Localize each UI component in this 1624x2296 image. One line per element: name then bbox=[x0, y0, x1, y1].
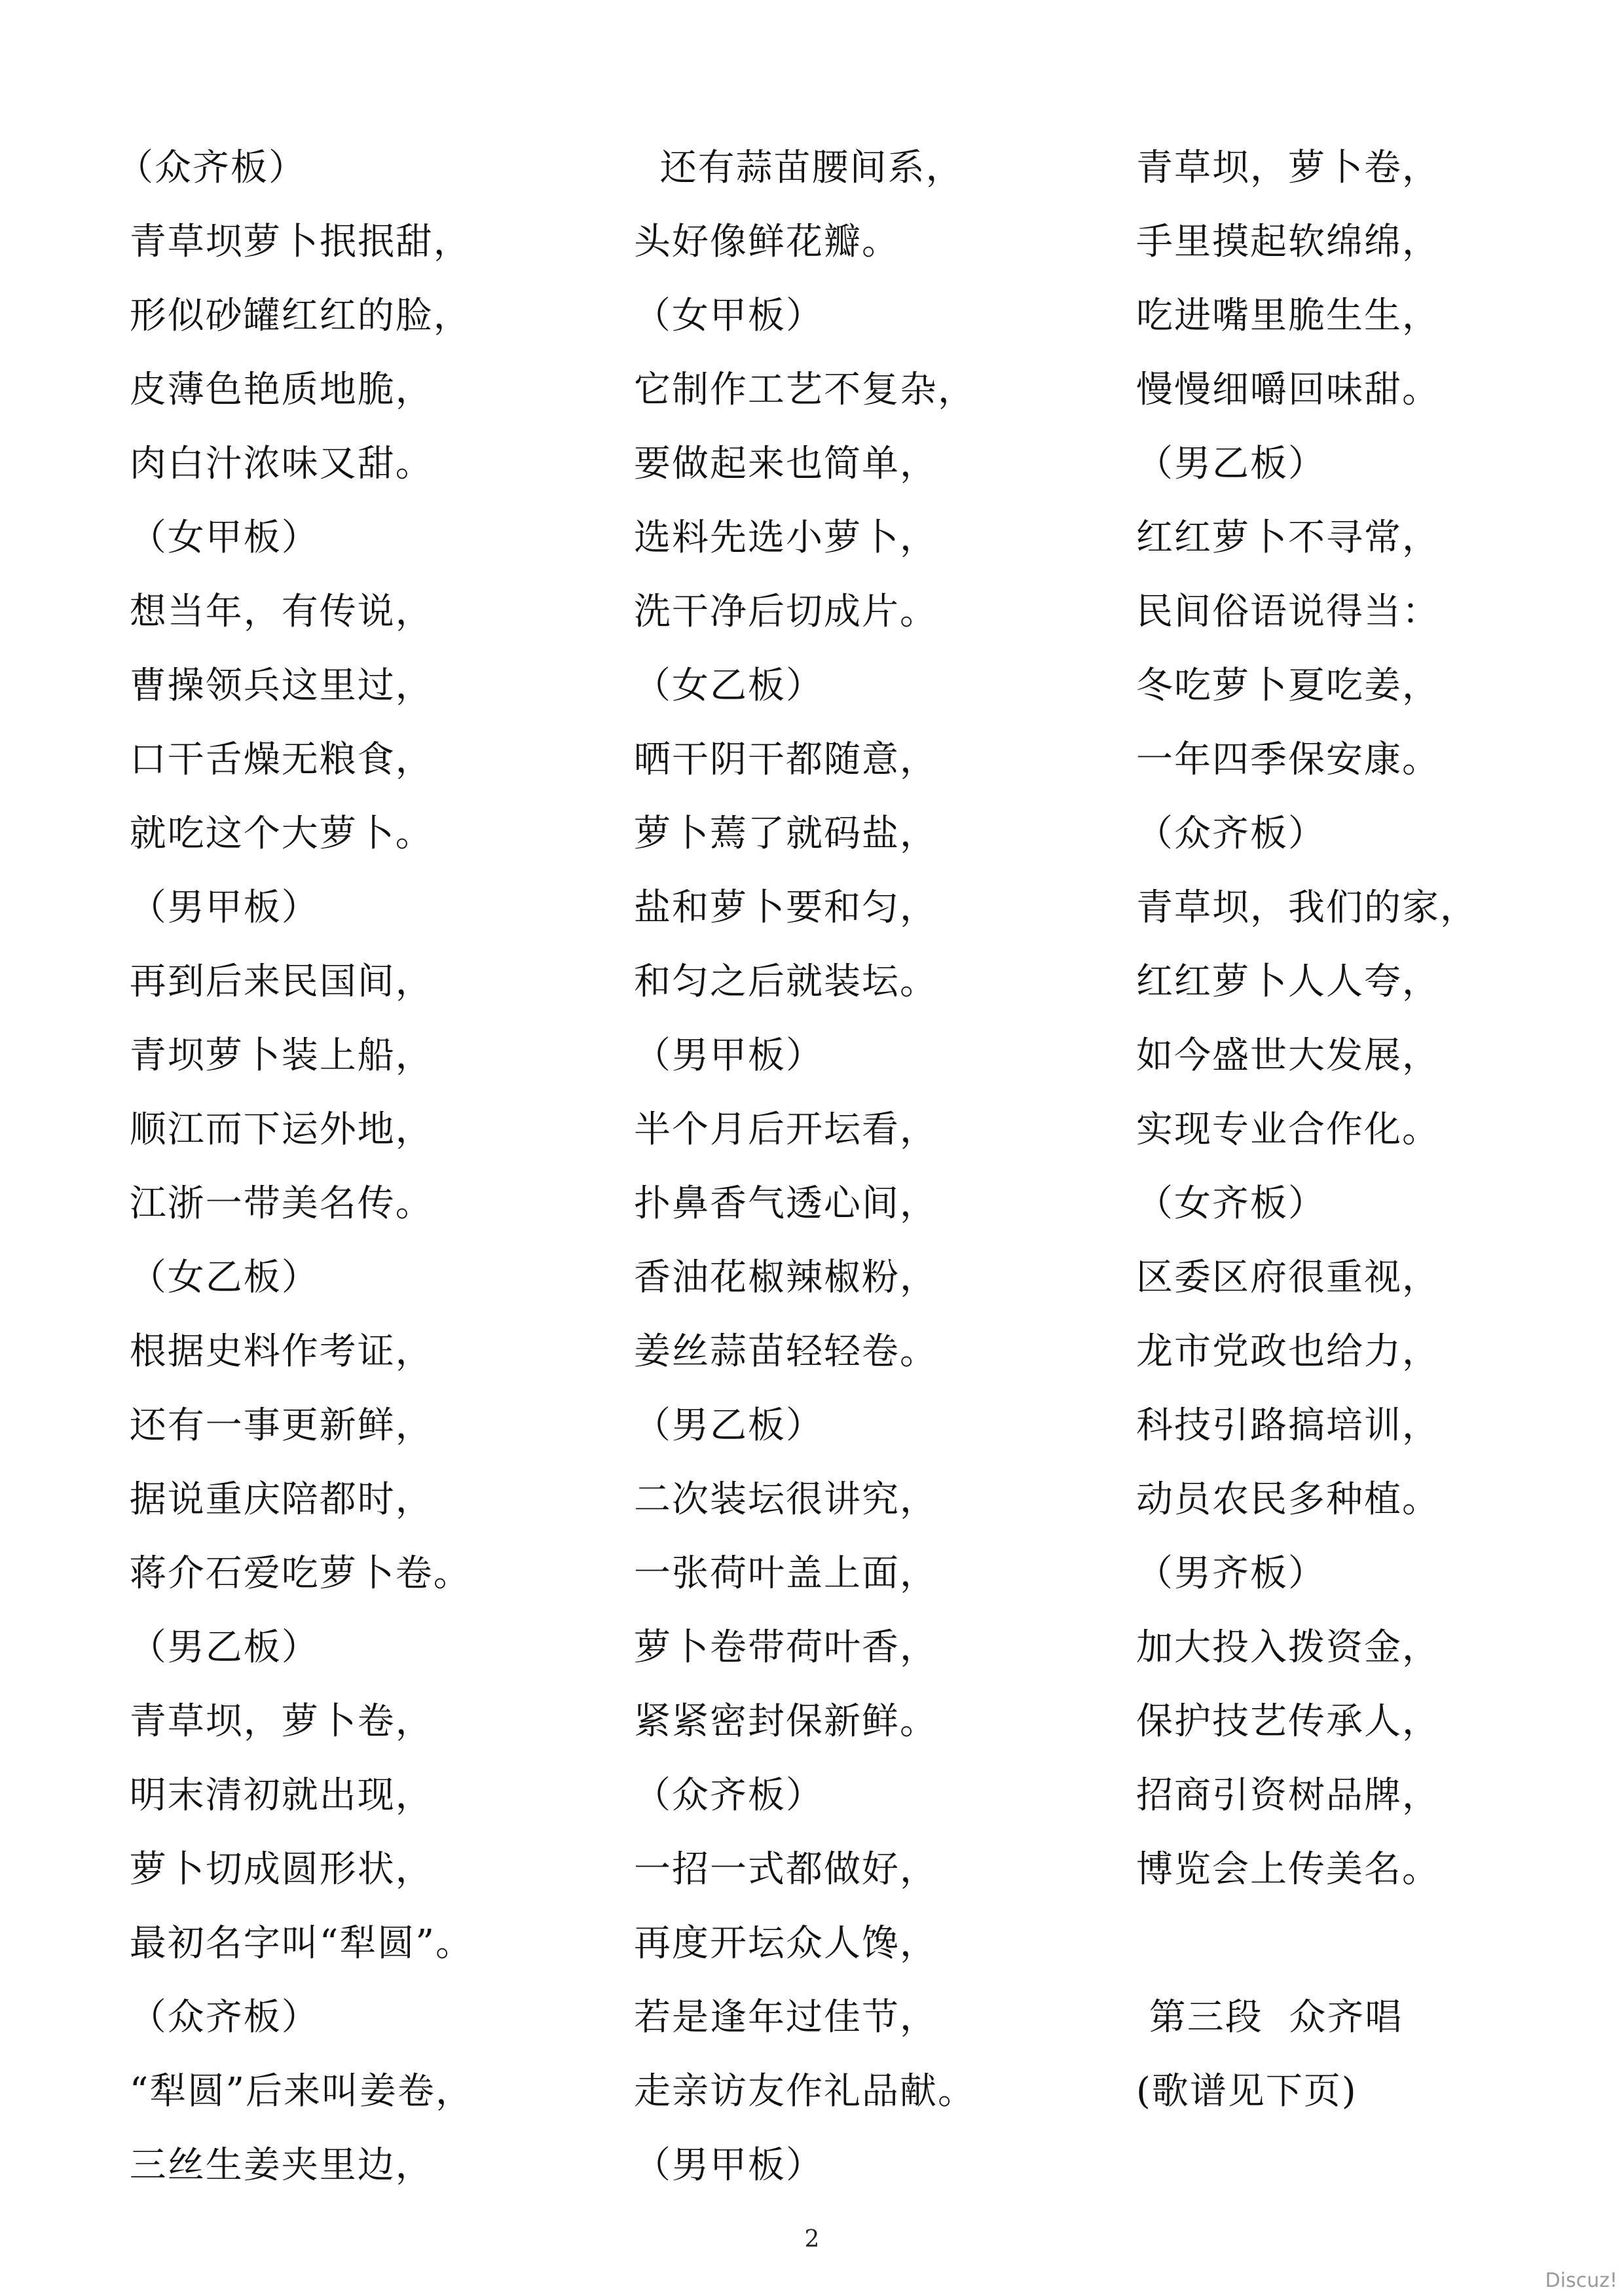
lyric-line: 保护技艺传承人， bbox=[1136, 1700, 1440, 1743]
lyric-line: （众齐板） bbox=[634, 1774, 824, 1817]
lyric-line: 青草坝，萝卜卷， bbox=[1136, 147, 1440, 189]
lyric-line: （男甲板） bbox=[117, 886, 320, 929]
lyric-line: 一张荷叶盖上面， bbox=[634, 1552, 938, 1595]
lyric-line: （男甲板） bbox=[634, 2144, 824, 2187]
lyric-line: 就吃这个大萝卜。 bbox=[117, 812, 434, 855]
lyric-line: 区委区府很重视， bbox=[1136, 1256, 1440, 1299]
lyric-line: （男甲板） bbox=[634, 1034, 824, 1077]
lyric-line: 紧紧密封保新鲜。 bbox=[634, 1700, 938, 1743]
lyric-line: 冬吃萝卜夏吃姜， bbox=[1136, 665, 1440, 707]
lyric-line: 科技引路搞培训， bbox=[1136, 1404, 1440, 1447]
page-number: 2 bbox=[804, 2226, 820, 2253]
lyric-line: 据说重庆陪都时， bbox=[117, 1478, 434, 1521]
lyric-line: 青坝萝卜装上船， bbox=[117, 1034, 434, 1077]
lyric-line: 明末清初就出现， bbox=[117, 1774, 434, 1817]
lyric-line: 加大投入拨资金， bbox=[1136, 1626, 1440, 1669]
lyric-line: （女乙板） bbox=[634, 665, 824, 707]
lyrics-column-2 bbox=[634, 131, 1132, 2202]
lyric-line: 要做起来也简单， bbox=[634, 443, 938, 485]
lyric-line: 顺江而下运外地， bbox=[117, 1108, 434, 1151]
lyric-line: 招商引资树品牌， bbox=[1136, 1774, 1440, 1817]
lyric-line: 最初名字叫“犁圆”。 bbox=[117, 1922, 474, 1965]
lyric-line: （众齐板） bbox=[1136, 812, 1326, 855]
lyric-line: 江浙一带美名传。 bbox=[117, 1182, 434, 1225]
lyric-line: 一招一式都做好， bbox=[634, 1848, 938, 1891]
lyric-line: 萝卜蔫了就码盐， bbox=[634, 812, 938, 855]
lyric-line: （男乙板） bbox=[117, 1626, 320, 1669]
lyric-line: 肉白汁浓味又甜。 bbox=[117, 443, 434, 485]
lyric-line: 再度开坛众人馋， bbox=[634, 1922, 938, 1965]
lyric-line: 动员农民多种植。 bbox=[1136, 1478, 1440, 1521]
lyric-line: 慢慢细嚼回味甜。 bbox=[1136, 369, 1440, 411]
lyric-line: 青草坝，萝卜卷， bbox=[117, 1700, 434, 1743]
lyric-line: 手里摸起软绵绵， bbox=[1136, 221, 1440, 263]
lyric-line: （男乙板） bbox=[1136, 443, 1326, 485]
lyric-line: （众齐板） bbox=[117, 1996, 320, 2039]
lyric-line: 曹操领兵这里过， bbox=[117, 665, 434, 707]
lyric-line: 萝卜切成圆形状， bbox=[117, 1848, 434, 1891]
lyric-line: 萝卜卷带荷叶香， bbox=[634, 1626, 938, 1669]
lyric-line: 若是逢年过佳节， bbox=[634, 1996, 938, 2039]
lyric-line: 青草坝萝卜抿抿甜， bbox=[117, 221, 471, 263]
lyric-line: 口干舌燥无粮食， bbox=[117, 738, 434, 781]
lyric-line: 博览会上传美名。 bbox=[1136, 1848, 1440, 1891]
lyric-line: 红红萝卜不寻常， bbox=[1136, 517, 1440, 559]
lyric-line: （女甲板） bbox=[117, 517, 320, 559]
lyric-line: 选料先选小萝卜， bbox=[634, 517, 938, 559]
lyric-line: 扑鼻香气透心间， bbox=[634, 1182, 938, 1225]
lyric-line: “犁圆”后来叫姜卷， bbox=[117, 2070, 474, 2113]
lyric-line: (歌谱见下页) bbox=[1136, 2070, 1357, 2113]
lyrics-column-1 bbox=[117, 131, 575, 2202]
lyric-line: 想当年，有传说， bbox=[117, 591, 434, 633]
lyric-line: 实现专业合作化。 bbox=[1136, 1108, 1440, 1151]
lyric-line: （女乙板） bbox=[117, 1256, 320, 1299]
lyric-line: （男齐板） bbox=[1136, 1552, 1326, 1595]
lyric-line: 三丝生姜夹里边， bbox=[117, 2144, 434, 2187]
lyric-line: 香油花椒辣椒粉， bbox=[634, 1256, 938, 1299]
lyrics-column-3 bbox=[1136, 131, 1608, 2128]
lyric-line: 如今盛世大发展， bbox=[1136, 1034, 1440, 1077]
lyric-line: 一年四季保安康。 bbox=[1136, 738, 1440, 781]
lyric-line: 姜丝蒜苗轻轻卷。 bbox=[634, 1330, 938, 1373]
lyric-line: 皮薄色艳质地脆， bbox=[117, 369, 434, 411]
lyric-line: 晒干阴干都随意， bbox=[634, 738, 938, 781]
lyric-line bbox=[1136, 1906, 1608, 1980]
lyric-line: 龙市党政也给力， bbox=[1136, 1330, 1440, 1373]
lyric-line: 还有一事更新鲜， bbox=[117, 1404, 434, 1447]
lyric-line: 第三段 众齐唱 bbox=[1136, 1996, 1403, 2039]
lyric-line: 和匀之后就装坛。 bbox=[634, 960, 938, 1003]
lyric-line: 青草坝，我们的家， bbox=[1136, 886, 1478, 929]
lyric-line: 根据史料作考证， bbox=[117, 1330, 434, 1373]
lyric-line: （女甲板） bbox=[634, 295, 824, 337]
lyric-line: 红红萝卜人人夸， bbox=[1136, 960, 1440, 1003]
watermark-text: Discuz! bbox=[1545, 2269, 1617, 2292]
lyric-line: 走亲访友作礼品献。 bbox=[634, 2070, 976, 2113]
lyric-line: 蒋介石爱吃萝卜卷。 bbox=[117, 1552, 471, 1595]
lyric-line: 头好像鲜花瓣。 bbox=[634, 221, 900, 263]
lyric-line: 民间俗语说得当： bbox=[1136, 591, 1440, 633]
lyric-line: （众齐板） bbox=[117, 147, 306, 189]
lyric-line: 半个月后开坛看， bbox=[634, 1108, 938, 1151]
lyric-line: 盐和萝卜要和匀， bbox=[634, 886, 938, 929]
lyric-line: （男乙板） bbox=[634, 1404, 824, 1447]
lyric-line: 它制作工艺不复杂， bbox=[634, 369, 976, 411]
lyric-line: 还有蒜苗腰间系， bbox=[634, 147, 964, 189]
lyric-line: （女齐板） bbox=[1136, 1182, 1326, 1225]
lyric-line: 吃进嘴里脆生生， bbox=[1136, 295, 1440, 337]
lyric-line: 二次装坛很讲究， bbox=[634, 1478, 938, 1521]
lyric-line: 再到后来民国间， bbox=[117, 960, 434, 1003]
lyric-line: 洗干净后切成片。 bbox=[634, 591, 938, 633]
lyric-line: 形似砂罐红红的脸， bbox=[117, 295, 471, 337]
